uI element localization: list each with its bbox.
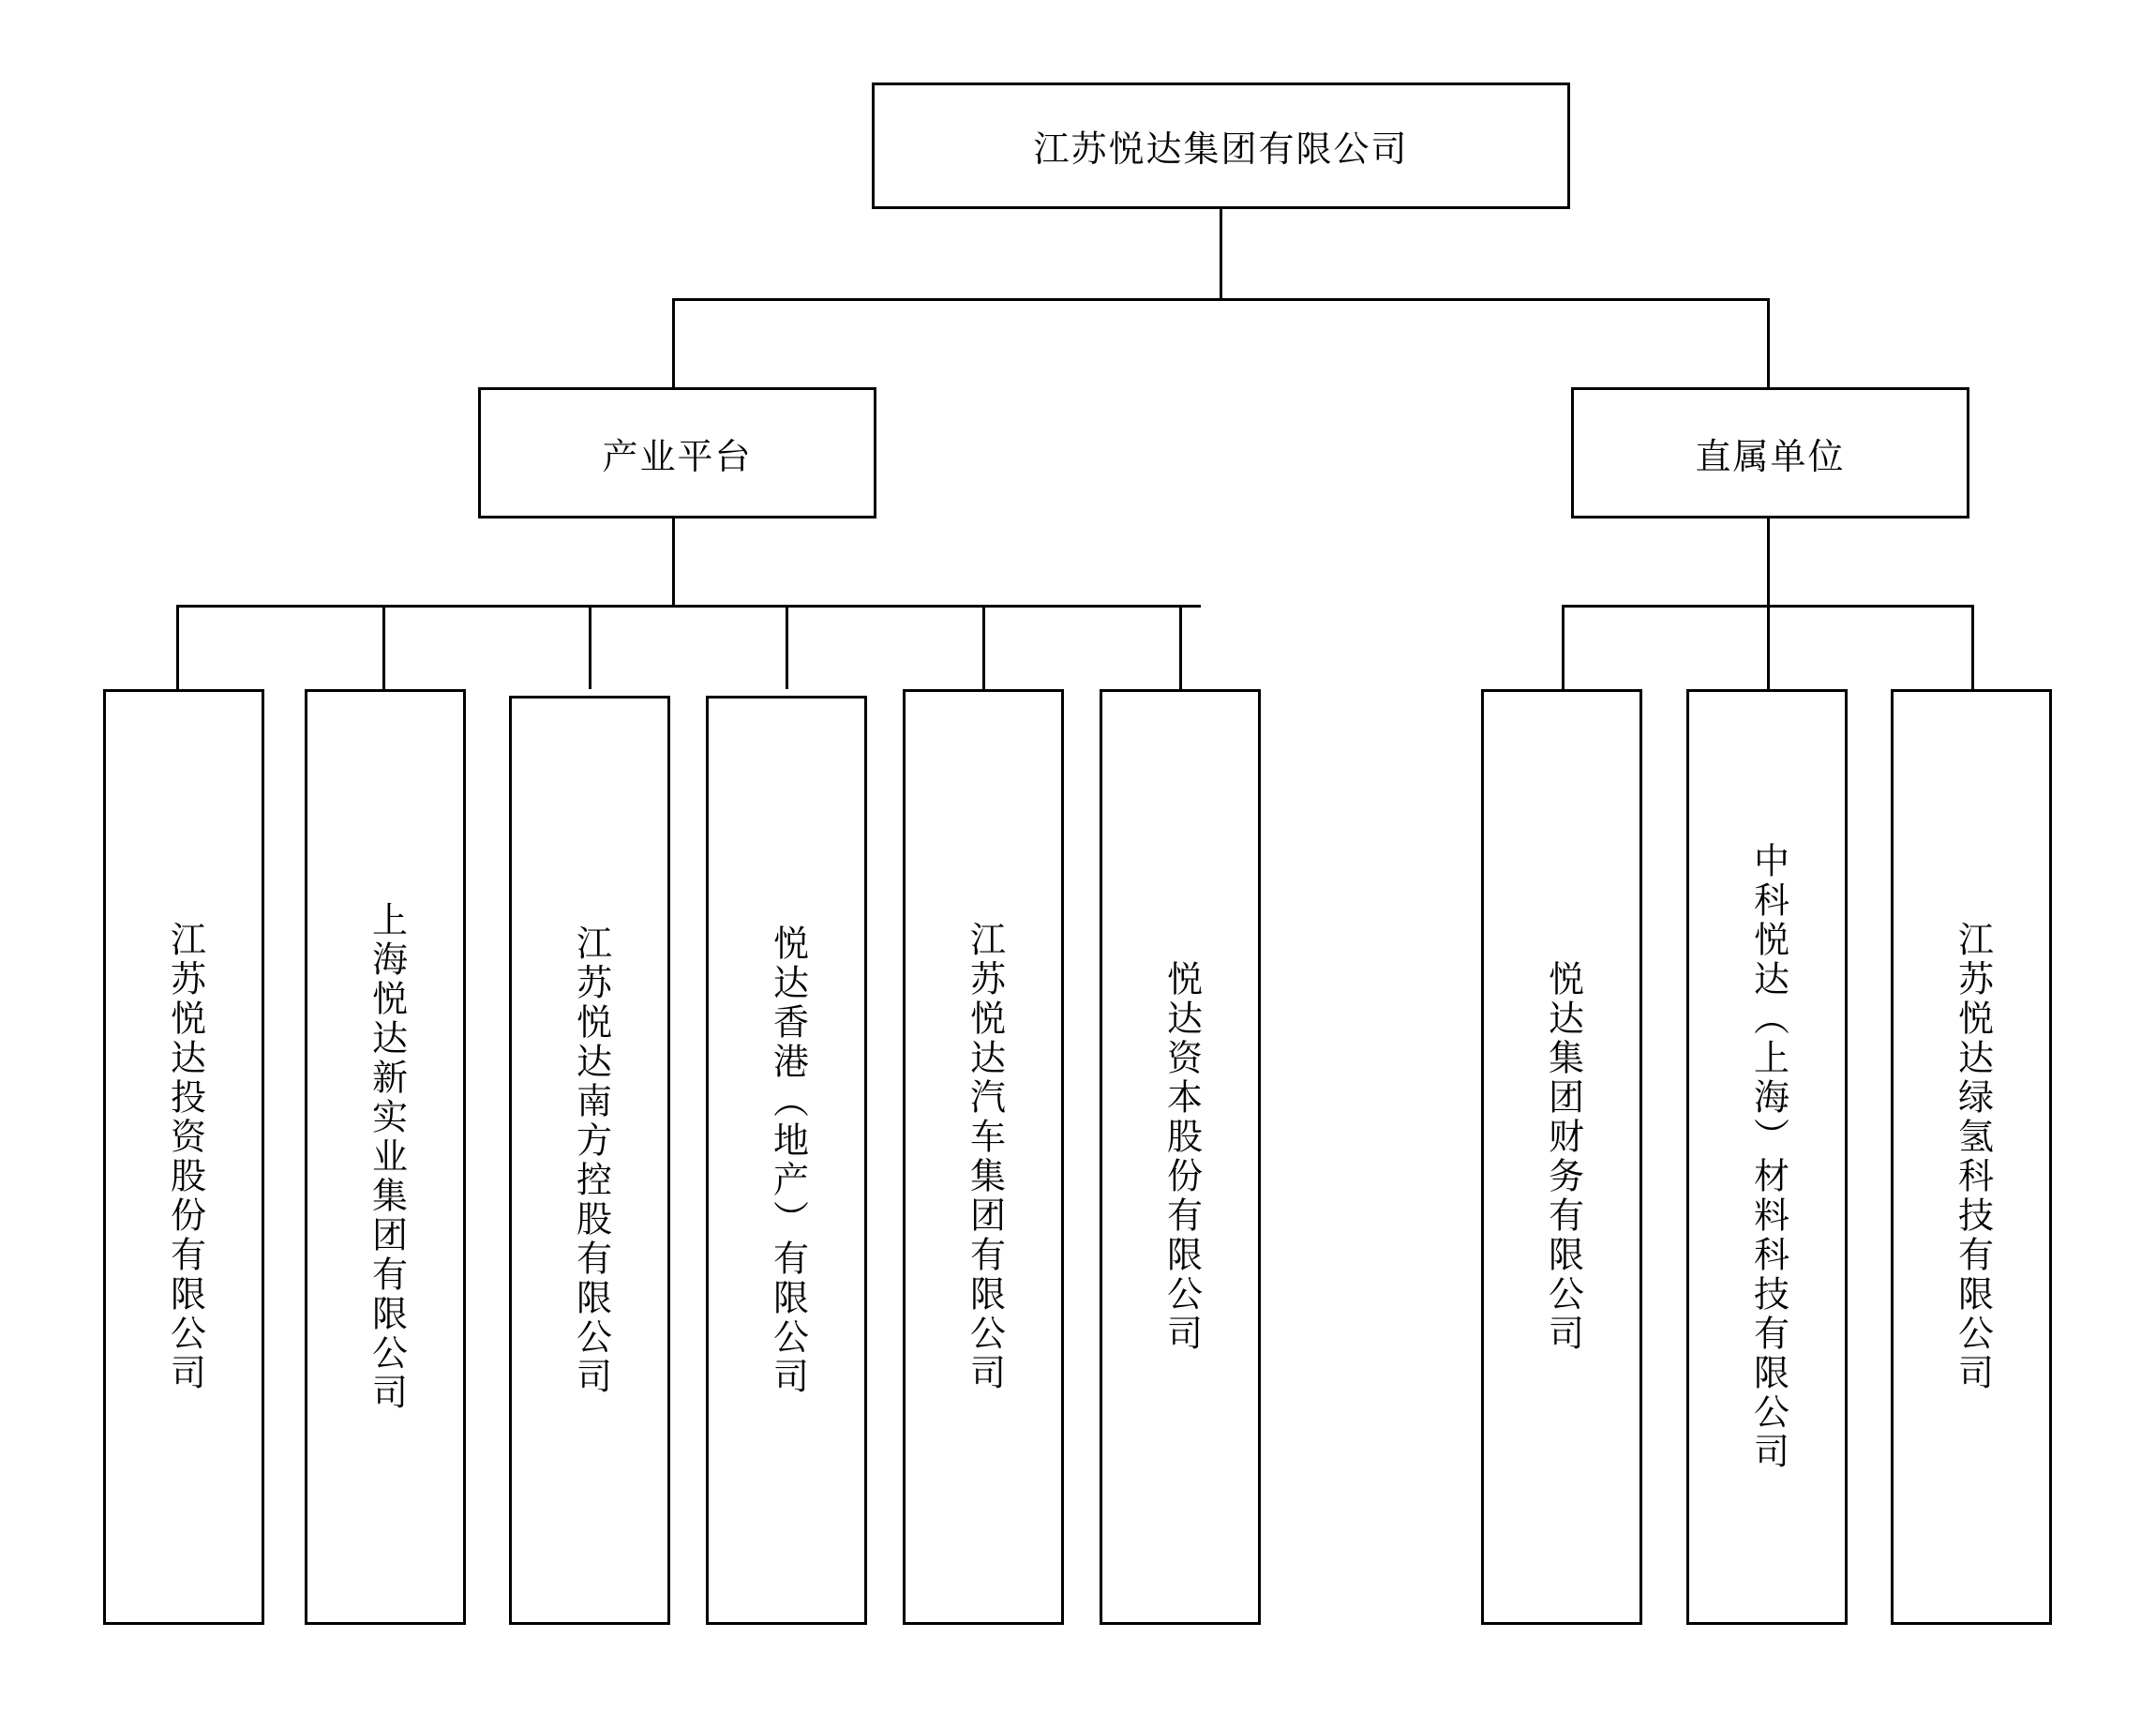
- node-unit-industry-1-label: 江苏悦达投资股份有限公司: [164, 921, 204, 1393]
- node-root: [872, 83, 1570, 209]
- connector-branch2-down: [1767, 298, 1770, 387]
- node-unit-industry-5-label: 江苏悦达汽车集团有限公司: [964, 921, 1004, 1393]
- connector-industry-riser-1: [176, 605, 179, 689]
- connector-industry-riser-4: [786, 605, 788, 689]
- connector-industry-down: [672, 518, 675, 608]
- node-branch-direct-units: [1571, 387, 1969, 518]
- connector-industry-riser-5: [982, 605, 985, 689]
- node-unit-industry-2-label: 上海悦达新实业集团有限公司: [366, 901, 406, 1413]
- node-unit-industry-3: [509, 696, 670, 1625]
- node-unit-industry-2: [305, 689, 466, 1625]
- node-unit-industry-3-label: 江苏悦达南方控股有限公司: [570, 924, 610, 1397]
- connector-root-down: [1220, 209, 1222, 301]
- connector-direct-riser-1: [1562, 605, 1565, 689]
- node-unit-industry-4: [706, 696, 867, 1625]
- node-unit-direct-3: [1891, 689, 2052, 1625]
- node-unit-industry-4-label: 悦达香港（地产）有限公司: [767, 924, 807, 1397]
- connector-industry-bus: [176, 605, 1201, 608]
- connector-direct-down: [1767, 518, 1770, 608]
- node-branch-industry-platform-label: 产业平台: [602, 437, 753, 477]
- connector-industry-riser-6: [1179, 605, 1182, 689]
- node-unit-industry-6-label: 悦达资本股份有限公司: [1160, 960, 1201, 1354]
- connector-industry-riser-2: [382, 605, 385, 689]
- connector-industry-riser-3: [589, 605, 591, 689]
- node-root-label: 江苏悦达集团有限公司: [1033, 130, 1409, 170]
- node-unit-industry-5: [903, 689, 1064, 1625]
- node-unit-industry-1: [103, 689, 264, 1625]
- node-branch-industry-platform: [478, 387, 876, 518]
- node-unit-direct-2: [1686, 689, 1848, 1625]
- connector-direct-riser-3: [1971, 605, 1974, 689]
- connector-level1-bus: [672, 298, 1770, 301]
- connector-branch1-down: [672, 298, 675, 387]
- node-unit-direct-2-label: 中科悦达（上海）材料科技有限公司: [1747, 842, 1788, 1472]
- node-unit-industry-6: [1100, 689, 1261, 1625]
- node-unit-direct-1: [1481, 689, 1642, 1625]
- connector-direct-riser-2: [1767, 605, 1770, 689]
- node-branch-direct-units-label: 直属单位: [1695, 437, 1846, 477]
- node-unit-direct-3-label: 江苏悦达绿氢科技有限公司: [1952, 921, 1992, 1393]
- node-unit-direct-1-label: 悦达集团财务有限公司: [1542, 960, 1582, 1354]
